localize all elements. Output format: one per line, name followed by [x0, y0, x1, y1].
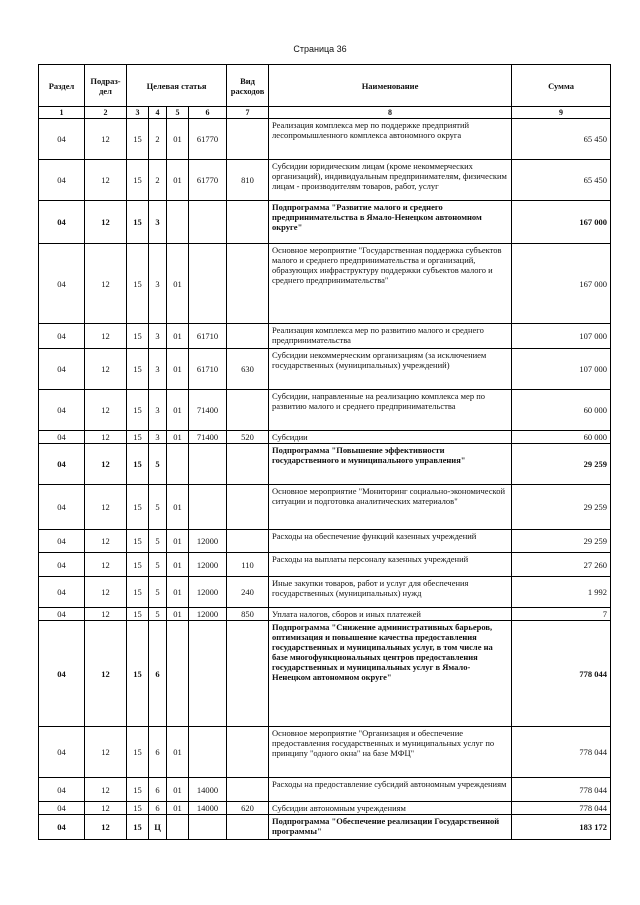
razdel-cell: 04: [39, 815, 85, 840]
tselevaya-3-cell: 01: [167, 485, 189, 530]
tselevaya-3-cell: 01: [167, 727, 189, 778]
naimenovanie-cell: Основное мероприятие "Государственная поддержка субъектов малого и среднего предпринимательства и организаций, образующих инфраструктуру поддержки субъектов малого и среднего предпринимательства": [269, 244, 512, 324]
table-row: [39, 160, 611, 201]
tselevaya-3-cell: 01: [167, 431, 189, 444]
table-row: [39, 349, 611, 390]
summa-cell: 778 044: [512, 621, 611, 727]
tselevaya-3-cell: [167, 201, 189, 244]
tselevaya-1-cell: 15: [127, 727, 149, 778]
tselevaya-3-cell: 01: [167, 244, 189, 324]
tselevaya-4-cell: 61710: [189, 324, 227, 349]
header-podrazdel: Подраз-дел: [85, 65, 127, 107]
razdel-cell: 04: [39, 324, 85, 349]
table-row: [39, 815, 611, 840]
podrazdel-cell: 12: [85, 444, 127, 485]
summa-cell: 107 000: [512, 349, 611, 390]
tselevaya-3-cell: 01: [167, 390, 189, 431]
summa-cell: 167 000: [512, 201, 611, 244]
tselevaya-2-cell: 3: [149, 431, 167, 444]
podrazdel-cell: 12: [85, 621, 127, 727]
tselevaya-1-cell: 15: [127, 390, 149, 431]
razdel-cell: 04: [39, 802, 85, 815]
naimenovanie-cell: Подпрограмма "Снижение административных барьеров, оптимизация и повышение качества предоставления государственных и муниципальных услуг, в том числе на базе многофункциональных центров предоставления государственных и муниципальных услуг в Ямало-Ненецком автономном округе": [269, 621, 512, 727]
naimenovanie-cell: Подпрограмма "Развитие малого и среднего предпринимательства в Ямало-Ненецком автономном округе": [269, 201, 512, 244]
naimenovanie-cell: Субсидии автономным учреждениям: [269, 802, 512, 815]
tselevaya-3-cell: 01: [167, 324, 189, 349]
vid-raskhodov-cell: 110: [227, 553, 269, 577]
tselevaya-2-cell: 6: [149, 778, 167, 802]
tselevaya-1-cell: 15: [127, 160, 149, 201]
tselevaya-4-cell: [189, 201, 227, 244]
tselevaya-1-cell: 15: [127, 201, 149, 244]
tselevaya-4-cell: 71400: [189, 390, 227, 431]
tselevaya-1-cell: 15: [127, 621, 149, 727]
podrazdel-cell: 12: [85, 577, 127, 608]
table-row: [39, 244, 611, 324]
col-number: 2: [85, 107, 127, 119]
header-razdel: Раздел: [39, 65, 85, 107]
tselevaya-3-cell: 01: [167, 608, 189, 621]
table-row: [39, 530, 611, 553]
razdel-cell: 04: [39, 553, 85, 577]
vid-raskhodov-cell: [227, 244, 269, 324]
naimenovanie-cell: Уплата налогов, сборов и иных платежей: [269, 608, 512, 621]
col-number: 1: [39, 107, 85, 119]
tselevaya-4-cell: 12000: [189, 553, 227, 577]
tselevaya-4-cell: [189, 444, 227, 485]
tselevaya-1-cell: 15: [127, 577, 149, 608]
summa-cell: 778 044: [512, 802, 611, 815]
table-row: [39, 324, 611, 349]
tselevaya-4-cell: 12000: [189, 530, 227, 553]
razdel-cell: 04: [39, 160, 85, 201]
podrazdel-cell: 12: [85, 553, 127, 577]
podrazdel-cell: 12: [85, 119, 127, 160]
razdel-cell: 04: [39, 608, 85, 621]
tselevaya-1-cell: 15: [127, 119, 149, 160]
tselevaya-2-cell: 6: [149, 621, 167, 727]
table-row: [39, 778, 611, 802]
tselevaya-2-cell: 6: [149, 802, 167, 815]
tselevaya-1-cell: 15: [127, 485, 149, 530]
tselevaya-4-cell: [189, 815, 227, 840]
summa-cell: 183 172: [512, 815, 611, 840]
budget-table: [38, 64, 611, 840]
col-number: 7: [227, 107, 269, 119]
podrazdel-cell: 12: [85, 390, 127, 431]
razdel-cell: 04: [39, 349, 85, 390]
vid-raskhodov-cell: 630: [227, 349, 269, 390]
table-row: [39, 608, 611, 621]
vid-raskhodov-cell: [227, 201, 269, 244]
razdel-cell: 04: [39, 444, 85, 485]
header-tselevaya-statya: Целевая статья: [127, 65, 227, 107]
razdel-cell: 04: [39, 530, 85, 553]
tselevaya-2-cell: 3: [149, 324, 167, 349]
naimenovanie-cell: Реализация комплекса мер по поддержке предприятий лесопромышленного комплекса автономного округа: [269, 119, 512, 160]
tselevaya-4-cell: 61770: [189, 119, 227, 160]
tselevaya-3-cell: 01: [167, 119, 189, 160]
summa-cell: 107 000: [512, 324, 611, 349]
podrazdel-cell: 12: [85, 530, 127, 553]
naimenovanie-cell: Расходы на предоставление субсидий автономным учреждениям: [269, 778, 512, 802]
razdel-cell: 04: [39, 727, 85, 778]
tselevaya-1-cell: 15: [127, 444, 149, 485]
tselevaya-3-cell: 01: [167, 530, 189, 553]
column-number-row: [39, 107, 611, 119]
tselevaya-4-cell: [189, 621, 227, 727]
razdel-cell: 04: [39, 119, 85, 160]
naimenovanie-cell: Подпрограмма "Обеспечение реализации Государственной программы": [269, 815, 512, 840]
podrazdel-cell: 12: [85, 324, 127, 349]
col-number: 3: [127, 107, 149, 119]
podrazdel-cell: 12: [85, 778, 127, 802]
summa-cell: 167 000: [512, 244, 611, 324]
naimenovanie-cell: Основное мероприятие "Организация и обеспечение предоставления государственных и муниципальных услуг по принципу "одного окна" на базе МФЦ": [269, 727, 512, 778]
tselevaya-4-cell: 12000: [189, 608, 227, 621]
table-row: [39, 727, 611, 778]
tselevaya-4-cell: [189, 485, 227, 530]
tselevaya-2-cell: 3: [149, 201, 167, 244]
razdel-cell: 04: [39, 577, 85, 608]
razdel-cell: 04: [39, 431, 85, 444]
vid-raskhodov-cell: [227, 530, 269, 553]
summa-cell: 29 259: [512, 530, 611, 553]
naimenovanie-cell: Субсидии юридическим лицам (кроме некоммерческих организаций), индивидуальным предпринимателям, физическим лицам - производителям товаров, работ, услуг: [269, 160, 512, 201]
naimenovanie-cell: Основное мероприятие "Мониторинг социально-экономической ситуации и подготовка аналитических материалов": [269, 485, 512, 530]
podrazdel-cell: 12: [85, 815, 127, 840]
tselevaya-3-cell: 01: [167, 160, 189, 201]
summa-cell: 29 259: [512, 444, 611, 485]
tselevaya-4-cell: [189, 727, 227, 778]
col-number: 9: [512, 107, 611, 119]
tselevaya-3-cell: 01: [167, 802, 189, 815]
podrazdel-cell: 12: [85, 485, 127, 530]
vid-raskhodov-cell: [227, 485, 269, 530]
vid-raskhodov-cell: [227, 727, 269, 778]
tselevaya-1-cell: 15: [127, 431, 149, 444]
tselevaya-1-cell: 15: [127, 324, 149, 349]
tselevaya-2-cell: Ц: [149, 815, 167, 840]
tselevaya-2-cell: 5: [149, 608, 167, 621]
col-number: 4: [149, 107, 167, 119]
tselevaya-1-cell: 15: [127, 778, 149, 802]
podrazdel-cell: 12: [85, 201, 127, 244]
vid-raskhodov-cell: [227, 324, 269, 349]
podrazdel-cell: 12: [85, 349, 127, 390]
tselevaya-1-cell: 15: [127, 802, 149, 815]
razdel-cell: 04: [39, 778, 85, 802]
tselevaya-2-cell: 6: [149, 727, 167, 778]
podrazdel-cell: 12: [85, 160, 127, 201]
tselevaya-1-cell: 15: [127, 349, 149, 390]
table-row: [39, 431, 611, 444]
summa-cell: 60 000: [512, 390, 611, 431]
tselevaya-4-cell: 61710: [189, 349, 227, 390]
tselevaya-3-cell: 01: [167, 349, 189, 390]
col-number: 5: [167, 107, 189, 119]
summa-cell: 65 450: [512, 119, 611, 160]
vid-raskhodov-cell: 520: [227, 431, 269, 444]
vid-raskhodov-cell: [227, 621, 269, 727]
vid-raskhodov-cell: [227, 815, 269, 840]
naimenovanie-cell: Реализация комплекса мер по развитию малого и среднего предпринимательства: [269, 324, 512, 349]
summa-cell: 778 044: [512, 727, 611, 778]
header-naimenovanie: Наименование: [269, 65, 512, 107]
tselevaya-1-cell: 15: [127, 608, 149, 621]
col-number: 6: [189, 107, 227, 119]
tselevaya-1-cell: 15: [127, 815, 149, 840]
vid-raskhodov-cell: 240: [227, 577, 269, 608]
vid-raskhodov-cell: [227, 119, 269, 160]
vid-raskhodov-cell: 850: [227, 608, 269, 621]
naimenovanie-cell: Субсидии: [269, 431, 512, 444]
table-row: [39, 802, 611, 815]
podrazdel-cell: 12: [85, 244, 127, 324]
header-vid-raskhodov: Вид расходов: [227, 65, 269, 107]
table-row: [39, 485, 611, 530]
header-summa: Сумма: [512, 65, 611, 107]
summa-cell: 1 992: [512, 577, 611, 608]
page-number-label: Страница 36: [293, 44, 347, 54]
vid-raskhodov-cell: [227, 778, 269, 802]
podrazdel-cell: 12: [85, 802, 127, 815]
tselevaya-3-cell: 01: [167, 577, 189, 608]
tselevaya-2-cell: 5: [149, 530, 167, 553]
naimenovanie-cell: Расходы на выплаты персоналу казенных учреждений: [269, 553, 512, 577]
table-row: [39, 621, 611, 727]
tselevaya-3-cell: 01: [167, 778, 189, 802]
tselevaya-2-cell: 5: [149, 553, 167, 577]
tselevaya-4-cell: 71400: [189, 431, 227, 444]
tselevaya-4-cell: 12000: [189, 577, 227, 608]
table-row: [39, 553, 611, 577]
naimenovanie-cell: Расходы на обеспечение функций казенных учреждений: [269, 530, 512, 553]
razdel-cell: 04: [39, 201, 85, 244]
razdel-cell: 04: [39, 244, 85, 324]
summa-cell: 27 260: [512, 553, 611, 577]
tselevaya-3-cell: [167, 444, 189, 485]
razdel-cell: 04: [39, 390, 85, 431]
tselevaya-2-cell: 5: [149, 485, 167, 530]
tselevaya-3-cell: [167, 815, 189, 840]
table-row: [39, 577, 611, 608]
tselevaya-1-cell: 15: [127, 244, 149, 324]
tselevaya-3-cell: 01: [167, 553, 189, 577]
podrazdel-cell: 12: [85, 608, 127, 621]
naimenovanie-cell: Иные закупки товаров, работ и услуг для обеспечения государственных (муниципальных) нужд: [269, 577, 512, 608]
tselevaya-2-cell: 5: [149, 444, 167, 485]
table-row: [39, 201, 611, 244]
tselevaya-2-cell: 2: [149, 119, 167, 160]
tselevaya-3-cell: [167, 621, 189, 727]
vid-raskhodov-cell: [227, 390, 269, 431]
tselevaya-4-cell: 14000: [189, 778, 227, 802]
summa-cell: 60 000: [512, 431, 611, 444]
summa-cell: 65 450: [512, 160, 611, 201]
vid-raskhodov-cell: 620: [227, 802, 269, 815]
table-row: [39, 444, 611, 485]
tselevaya-2-cell: 3: [149, 390, 167, 431]
tselevaya-2-cell: 3: [149, 349, 167, 390]
tselevaya-4-cell: 61770: [189, 160, 227, 201]
naimenovanie-cell: Субсидии, направленные на реализацию комплекса мер по развитию малого и среднего предпринимательства: [269, 390, 512, 431]
razdel-cell: 04: [39, 621, 85, 727]
vid-raskhodov-cell: 810: [227, 160, 269, 201]
tselevaya-4-cell: [189, 244, 227, 324]
razdel-cell: 04: [39, 485, 85, 530]
tselevaya-2-cell: 2: [149, 160, 167, 201]
tselevaya-1-cell: 15: [127, 553, 149, 577]
summa-cell: 7: [512, 608, 611, 621]
summa-cell: 29 259: [512, 485, 611, 530]
table-row: [39, 390, 611, 431]
tselevaya-2-cell: 5: [149, 577, 167, 608]
summa-cell: 778 044: [512, 778, 611, 802]
vid-raskhodov-cell: [227, 444, 269, 485]
podrazdel-cell: 12: [85, 727, 127, 778]
tselevaya-2-cell: 3: [149, 244, 167, 324]
table-row: [39, 119, 611, 160]
naimenovanie-cell: Субсидии некоммерческим организациям (за исключением государственных (муниципальных) учреждений): [269, 349, 512, 390]
podrazdel-cell: 12: [85, 431, 127, 444]
table-header-row: [39, 65, 611, 107]
col-number: 8: [269, 107, 512, 119]
tselevaya-4-cell: 14000: [189, 802, 227, 815]
tselevaya-1-cell: 15: [127, 530, 149, 553]
naimenovanie-cell: Подпрограмма "Повышение эффективности государственного и муниципального управления": [269, 444, 512, 485]
